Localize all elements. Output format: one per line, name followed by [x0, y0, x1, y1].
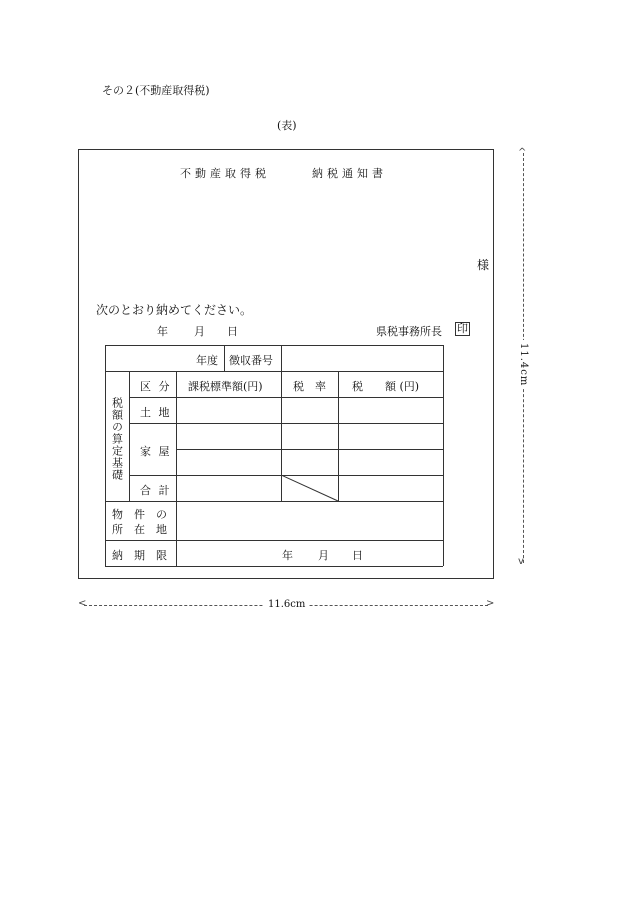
table-line [443, 345, 444, 566]
fiscal-year-label: 年度 [196, 354, 218, 367]
table-line [105, 345, 106, 566]
height-dimension-label: 11.4cm [518, 340, 529, 389]
table-line [105, 371, 443, 372]
col-tax-rate: 税 率 [293, 380, 326, 393]
total-rate-diagonal [281, 475, 339, 502]
height-arrow-top-icon: ^ [518, 147, 527, 158]
width-dimension-label: 11.6cm [264, 599, 309, 610]
tax-basis-vertical-header [110, 397, 124, 483]
row-total: 合 計 [140, 484, 172, 497]
page-heading: その２(不動産取得税) [102, 84, 210, 97]
issuer-title: 県税事務所長 [376, 325, 442, 338]
deadline-label: 納 期 限 [112, 549, 167, 562]
row-land: 土 地 [140, 406, 172, 419]
vertical-header-text: 税額の算定基礎 [110, 397, 124, 481]
deadline-month: 月 [318, 549, 329, 562]
date-year: 年 [157, 325, 168, 338]
table-line [176, 449, 443, 450]
col-tax-amount: 税 額 (円) [352, 380, 420, 393]
table-line [105, 540, 443, 541]
location-label-line2: 所 在 地 [112, 523, 167, 536]
width-arrow-left-icon: < [78, 598, 87, 609]
form-title-left: 不動産取得税 [180, 167, 270, 180]
date-month: 月 [194, 325, 205, 338]
col-tax-base: 課税標準額(円) [188, 380, 263, 393]
form-title-right: 納税通知書 [312, 167, 387, 180]
collection-number-label: 徴収番号 [229, 354, 273, 367]
deadline-day: 日 [352, 549, 363, 562]
seal-stamp [455, 322, 470, 336]
col-category: 区 分 [140, 380, 172, 393]
location-label-line1: 物 件 の [112, 508, 167, 521]
height-arrow-bottom-icon: v [518, 556, 524, 567]
date-day: 日 [227, 325, 238, 338]
instruction-text: 次のとおり納めてください。 [96, 303, 253, 317]
table-line [105, 345, 443, 346]
seal-label: 印 [457, 322, 468, 335]
table-line [105, 566, 443, 567]
table-line [129, 371, 130, 501]
table-line [224, 345, 225, 371]
deadline-year: 年 [282, 549, 293, 562]
width-arrow-right-icon: > [486, 598, 495, 609]
table-line [105, 501, 443, 502]
row-house: 家 屋 [140, 445, 172, 458]
table-line [176, 371, 177, 566]
side-label: (表) [277, 119, 297, 132]
honorific: 様 [477, 258, 490, 272]
